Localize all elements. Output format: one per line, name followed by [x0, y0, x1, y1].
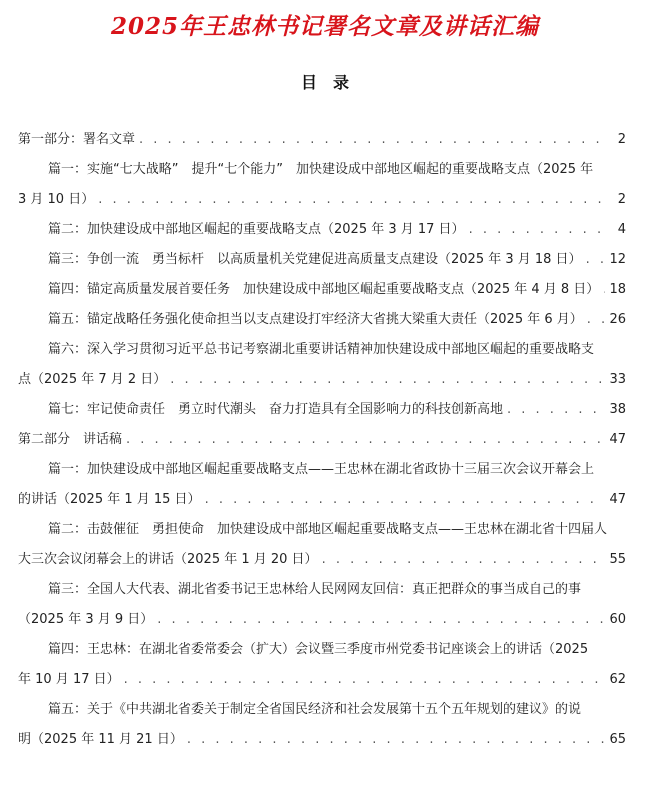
toc-entry-text: 篇一：实施“七大战略” 提升“七个能力” 加快建设成中部地区崛起的重要战略支点（2025 年 — [48, 162, 594, 177]
toc-entry-text: 篇六：深入学习贯彻习近平总书记考察湖北重要讲话精神加快建设成中部地区崛起的重要战略支 — [48, 342, 595, 357]
toc-page-number: 47 — [609, 492, 626, 507]
toc-page-number: 12 — [609, 252, 626, 267]
toc-page-number: 26 — [609, 312, 626, 327]
toc-entry[interactable] — [18, 635, 626, 695]
toc-entry[interactable] — [18, 395, 626, 425]
toc-entry[interactable] — [18, 335, 626, 395]
toc-part-2[interactable] — [18, 425, 626, 455]
leader-dots — [157, 605, 605, 635]
toc-entry-text: 篇二：击鼓催征 勇担使命 加快建设成中部地区崛起重要战略支点——王忠林在湖北省十四届人 — [48, 522, 608, 537]
leader-dots — [603, 275, 605, 305]
toc-page-number: 38 — [609, 402, 626, 417]
toc-entry-text-cont: 明（2025 年 11 月 21 日） — [18, 732, 183, 747]
toc-part-1[interactable] — [18, 125, 626, 155]
toc-entry-text-cont: 的讲话（2025 年 1 月 15 日） — [18, 492, 201, 507]
leader-dots — [205, 485, 606, 515]
toc-page-number: 2 — [617, 132, 626, 147]
toc-heading: 目 录 — [300, 73, 349, 92]
toc-entry-text: 篇一：加快建设成中部地区崛起重要战略支点——王忠林在湖北省政协十三届三次会议开幕会上 — [48, 462, 595, 477]
toc-part-text: 第一部分：署名文章 — [18, 132, 136, 147]
toc-entry-text: 篇四：锚定高质量发展首要任务 加快建设成中部地区崛起重要战略支点（2025 年 4 月 8 日） — [48, 282, 600, 297]
toc-entry-text-cont: 3 月 10 日） — [18, 192, 95, 207]
toc-page-number: 33 — [609, 372, 626, 387]
toc-entry[interactable] — [18, 215, 626, 245]
toc-entry-text-cont: 年 10 月 17 日） — [18, 672, 120, 687]
leader-dots — [139, 125, 608, 155]
toc-page-number: 55 — [609, 552, 626, 567]
document-title: 2025年王忠林书记署名文章及讲话汇编 — [110, 13, 539, 40]
toc-entry-text-cont: 大三次会议闭幕会上的讲话（2025 年 1 月 20 日） — [18, 552, 318, 567]
toc-page-number: 4 — [617, 222, 626, 237]
leader-dots — [126, 425, 605, 455]
leader-dots — [586, 245, 606, 275]
toc-entry-text: 篇五：锚定战略任务强化使命担当以支点建设打牢经济大省挑大梁重大责任（2025 年 6 月） — [48, 312, 583, 327]
table-of-contents — [18, 125, 626, 755]
toc-entry-text-cont: （2025 年 3 月 9 日） — [18, 612, 154, 627]
leader-dots — [507, 395, 605, 425]
toc-entry[interactable] — [18, 575, 626, 635]
toc-page-number: 62 — [609, 672, 626, 687]
toc-page-number: 60 — [609, 612, 626, 627]
toc-entry-text: 篇五：关于《中共湖北省委关于制定全省国民经济和社会发展第十五个五年规划的建议》的说 — [48, 702, 582, 717]
toc-entry[interactable] — [18, 305, 626, 335]
toc-entry[interactable] — [18, 155, 626, 215]
toc-page-number: 47 — [609, 432, 626, 447]
toc-entry[interactable] — [18, 245, 626, 275]
toc-page-number: 18 — [609, 282, 626, 297]
toc-entry-text: 篇七：牢记使命责任 勇立时代潮头 奋力打造具有全国影响力的科技创新高地 — [48, 402, 504, 417]
leader-dots — [98, 185, 608, 215]
toc-part-text: 第二部分 讲话稿 — [18, 432, 123, 447]
toc-page-number: 65 — [609, 732, 626, 747]
toc-entry[interactable] — [18, 275, 626, 305]
toc-entry-text-cont: 点（2025 年 7 月 2 日） — [18, 372, 167, 387]
toc-entry-text: 篇三：争创一流 勇当标杆 以高质量机关党建促进高质量支点建设（2025 年 3 月 18 日） — [48, 252, 582, 267]
leader-dots — [587, 305, 606, 335]
toc-entry-text: 篇二：加快建设成中部地区崛起的重要战略支点（2025 年 3 月 17 日） — [48, 222, 465, 237]
toc-entry-text: 篇四：王忠林：在湖北省委常委会（扩大）会议暨三季度市州党委书记座谈会上的讲话（2025 — [48, 642, 589, 657]
leader-dots — [170, 365, 605, 395]
toc-entry[interactable] — [18, 455, 626, 515]
leader-dots — [322, 545, 606, 575]
toc-entry[interactable] — [18, 695, 626, 755]
toc-entry[interactable] — [18, 515, 626, 575]
toc-page-number: 2 — [617, 192, 626, 207]
leader-dots — [469, 215, 608, 245]
leader-dots — [124, 665, 606, 695]
toc-entry-text: 篇三：全国人大代表、湖北省委书记王忠林给人民网网友回信：真正把群众的事当成自己的事 — [48, 582, 582, 597]
leader-dots — [187, 725, 606, 755]
